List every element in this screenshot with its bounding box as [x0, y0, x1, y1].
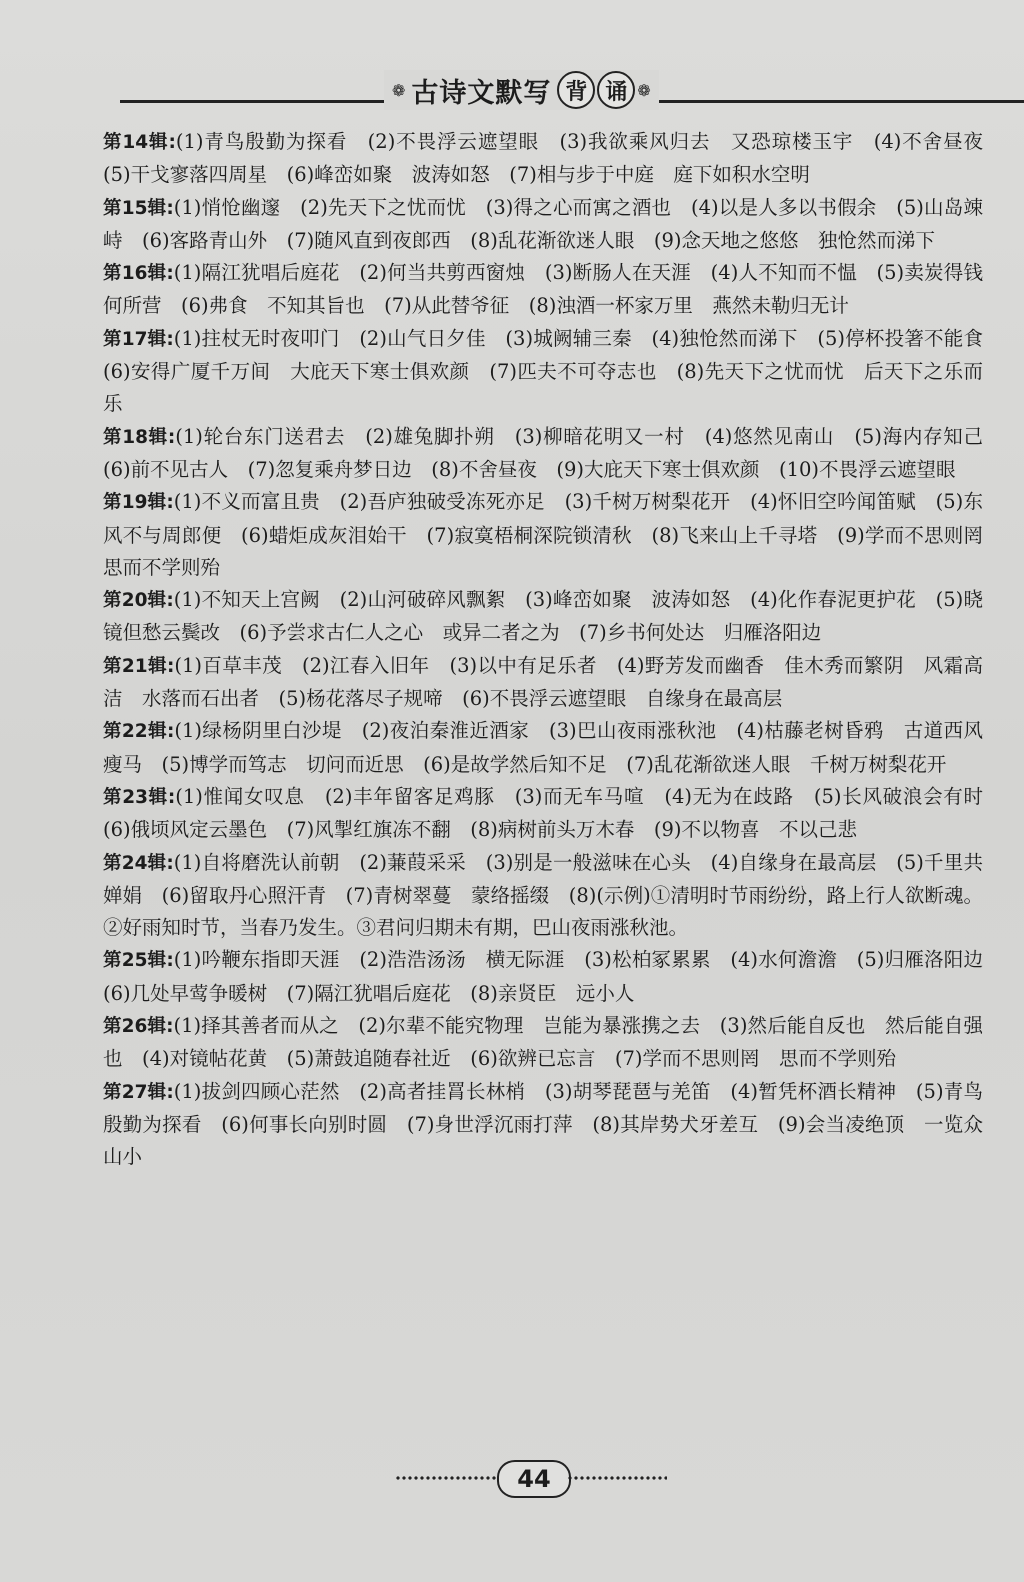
entry-text: (1)吟鞭东指即天涯 (2)浩浩汤汤 横无际涯 (3)松柏冢累累 (4)水何澹澹 (5)归雁洛阳边 (6)几处早莺争暖树 (7)隔江犹唱后庭花 (8)亲贤臣 远小人 — [103, 948, 1003, 1005]
answer-entry-17 — [103, 323, 1003, 421]
header-title-group — [384, 70, 659, 110]
entry-label: 第23辑: — [103, 786, 176, 808]
page-header — [0, 62, 1024, 116]
entry-label: 第17辑: — [103, 328, 174, 350]
entry-label: 第20辑: — [103, 590, 174, 612]
entry-text: (1)隔江犹唱后庭花 (2)何当共剪西窗烛 (3)断肠人在天涯 (4)人不知而不愠 (5)卖炭得钱何所营 (6)弗食 不知其旨也 (7)从此替爷征 (8)浊酒一杯家万里 燕然未勒归无计 — [103, 261, 983, 318]
entry-label: 第15辑: — [103, 197, 174, 219]
entry-text: (1)青鸟殷勤为探看 (2)不畏浮云遮望眼 (3)我欲乘风归去 又恐琼楼玉宇 (4)不舍昼夜 (5)干戈寥落四周星 (6)峰峦如聚 波涛如怒 (7)相与步于中庭 庭下如积水空明 — [103, 130, 1003, 187]
entry-label: 第26辑: — [103, 1016, 174, 1038]
answer-entry-15 — [103, 192, 983, 258]
page-number: 44 — [497, 1460, 571, 1498]
entry-text: (1)不义而富且贵 (2)吾庐独破受冻死亦足 (3)千树万树梨花开 (4)怀旧空吟闻笛赋 (5)东风不与周郎便 (6)蜡炬成灰泪始干 (7)寂寞梧桐深院锁清秋 (8)飞来山上千寻塔 (9)学而不思则罔 思而不学则殆 — [103, 490, 1003, 579]
footer-dots-left — [395, 1475, 497, 1481]
entry-label: 第25辑: — [103, 950, 174, 972]
answer-entry-16 — [103, 257, 983, 323]
entry-text: (1)自将磨洗认前朝 (2)蒹葭采采 (3)别是一般滋味在心头 (4)自缘身在最高层 (5)千里共婵娟 (6)留取丹心照汗青 (7)青树翠蔓 蒙络摇缀 (8)(示例)①清明时节雨纷纷，路上行人欲断魂。②好雨知时节，当春乃发生。③君问归期未有期，巴山夜雨涨秋池。 — [103, 850, 983, 940]
entry-label: 第19辑: — [103, 492, 174, 514]
page-footer — [0, 1458, 1024, 1498]
answer-entry-20 — [103, 584, 983, 650]
footer-dots-right — [567, 1475, 667, 1481]
answer-entry-14 — [103, 126, 1003, 192]
header-title: 古诗文默写 — [411, 77, 552, 109]
entry-label: 第27辑: — [103, 1081, 174, 1103]
entry-text: (1)拄杖无时夜叩门 (2)山气日夕佳 (3)城阙辅三秦 (4)独怆然而涕下 (5)停杯投箸不能食 (6)安得广厦千万间 大庇天下寒士俱欢颜 (7)匹夫不可夺志也 (8)先天下之忧而忧 后天下之乐而乐 — [103, 326, 1003, 416]
answer-entry-26 — [103, 1010, 983, 1076]
entry-label: 第18辑: — [103, 426, 176, 448]
entry-label: 第21辑: — [103, 655, 175, 677]
entry-label: 第22辑: — [103, 721, 175, 743]
answer-entry-27 — [103, 1076, 983, 1174]
entry-text: (1)绿杨阴里白沙堤 (2)夜泊秦淮近酒家 (3)巴山夜雨涨秋池 (4)枯藤老树昏鸦 古道西风瘦马 (5)博学而笃志 切问而近思 (6)是故学然后知不足 (7)乱花渐欲迷人眼 千树万树梨花开 — [103, 719, 983, 776]
answer-entry-18 — [103, 421, 1003, 487]
answer-entry-21 — [103, 650, 983, 716]
entry-label: 第24辑: — [103, 852, 174, 874]
entry-text: (1)拔剑四顾心茫然 (2)高者挂罥长林梢 (3)胡琴琵琶与羌笛 (4)暂凭杯酒长精神 (5)青鸟殷勤为探看 (6)何事长向别时圆 (7)身世浮沉雨打萍 (8)其岸势犬牙差互 (9)会当凌绝顶 一览众山小 — [103, 1079, 983, 1169]
flower-ornament-icon: ❁ — [392, 80, 406, 100]
answer-entry-24 — [103, 847, 983, 945]
answer-entry-19 — [103, 486, 1003, 584]
entry-text: (1)不知天上宫阙 (2)山河破碎风飘絮 (3)峰峦如聚 波涛如怒 (4)化作春泥更护花 (5)晓镜但愁云鬓改 (6)予尝求古仁人之心 或异二者之为 (7)乡书何处达 归雁洛阳边 — [103, 588, 983, 645]
entry-text: (1)惟闻女叹息 (2)丰年留客足鸡豚 (3)而无车马喧 (4)无为在歧路 (5)长风破浪会有时 (6)俄顷风定云墨色 (7)风掣红旗冻不翻 (8)病树前头万木春 (9)不以物喜 不以己悲 — [103, 784, 1003, 842]
entry-text: (1)轮台东门送君去 (2)雄兔脚扑朔 (3)柳暗花明又一村 (4)悠然见南山 (5)海内存知己 (6)前不见古人 (7)忽复乘舟梦日边 (8)不舍昼夜 (9)大庇天下寒士俱欢颜 (10)不畏浮云遮望眼 — [103, 424, 1003, 481]
header-seal-bei: 背 — [557, 71, 595, 109]
answer-entry-23 — [103, 781, 1003, 847]
entry-text: (1)择其善者而从之 (2)尔辈不能究物理 岂能为暴涨携之去 (3)然后能自反也 然后能自强也 (4)对镜帖花黄 (5)萧鼓追随春社近 (6)欲辨已忘言 (7)学而不思则罔 思而不学则殆 — [103, 1014, 983, 1071]
flower-ornament-icon: ❁ — [637, 80, 651, 100]
entry-label: 第14辑: — [103, 132, 176, 153]
entry-label: 第16辑: — [103, 263, 174, 285]
entry-text: (1)百草丰茂 (2)江春入旧年 (3)以中有足乐者 (4)野芳发而幽香 佳木秀而繁阴 风霜高洁 水落而石出者 (5)杨花落尽子规啼 (6)不畏浮云遮望眼 自缘身在最高层 — [103, 653, 983, 711]
header-seal-song: 诵 — [597, 71, 635, 109]
answer-list — [103, 126, 1003, 1174]
answer-entry-22 — [103, 715, 983, 781]
entry-text: (1)悄怆幽邃 (2)先天下之忧而忧 (3)得之心而寓之酒也 (4)以是人多以书假余 (5)山岛竦峙 (6)客路青山外 (7)随风直到夜郎西 (8)乱花渐欲迷人眼 (9)念天地之悠悠 独怆然而涕下 — [103, 195, 983, 252]
answer-entry-25 — [103, 944, 1003, 1010]
